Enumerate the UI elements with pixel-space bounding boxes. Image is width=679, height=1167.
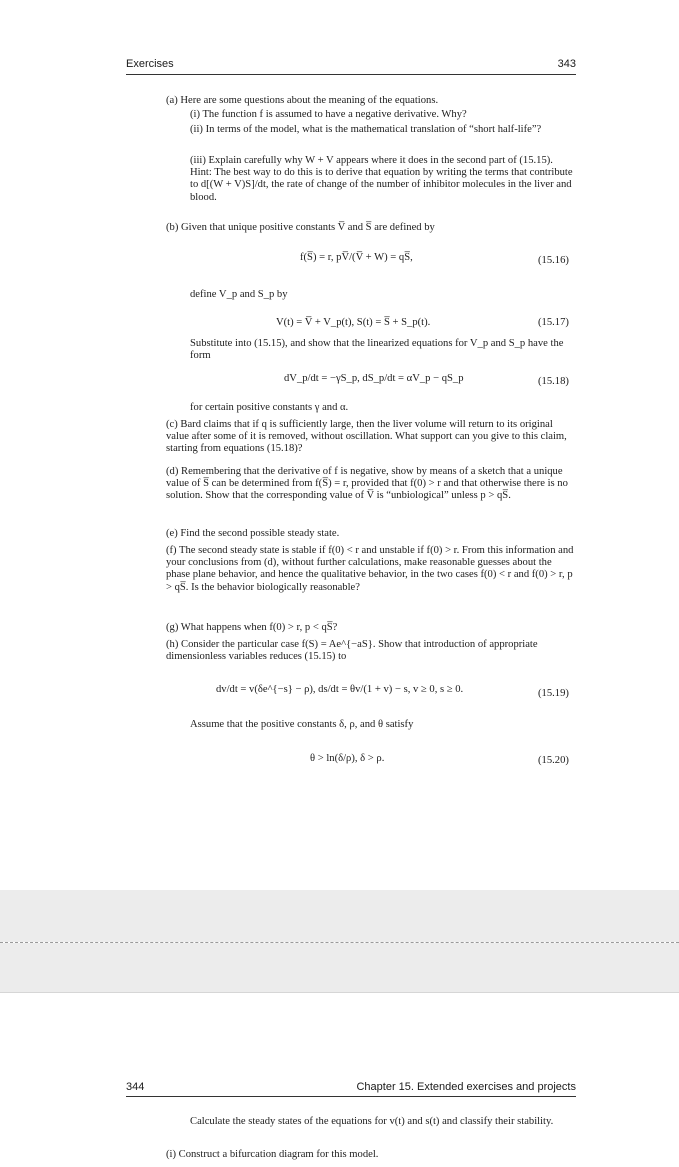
constants-text: for certain positive constants γ and α. — [190, 402, 349, 413]
chapter-title: Chapter 15. Extended exercises and projects — [356, 1081, 576, 1093]
equation-number-15-18: (15.18) — [538, 376, 569, 387]
item-g: (g) What happens when f(0) > r, p < qS̅? — [166, 622, 338, 633]
assume-text: Assume that the positive constants δ, ρ, and θ satisfy — [190, 719, 414, 730]
running-header-2 — [126, 1081, 576, 1097]
equation-15-19: dv/dt = v(δe^{−s} − ρ), ds/dt = θv/(1 + v) − s, v ≥ 0, s ≥ 0. — [216, 684, 464, 695]
item-a: (a) Here are some questions about the meaning of the equations. — [166, 95, 439, 106]
item-i: (i) Construct a bifurcation diagram for this model. — [166, 1149, 379, 1160]
header-rule-2 — [126, 1096, 576, 1097]
running-header — [126, 58, 576, 74]
equation-number-15-19: (15.19) — [538, 688, 569, 699]
equation-15-20: θ > ln(δ/ρ), δ > ρ. — [310, 753, 385, 764]
page-gap-bottom — [0, 943, 679, 993]
equation-number-15-16: (15.16) — [538, 255, 569, 266]
equation-15-17: V(t) = V̅ + V_p(t), S(t) = S̅ + S_p(t). — [276, 317, 431, 328]
page-number-2: 344 — [126, 1081, 145, 1093]
item-b: (b) Given that unique positive constants V̅ and S̅ are defined by — [166, 222, 435, 233]
substitute-text: Substitute into (15.15), and show that the linearized equations for V_p and S_p have the form — [190, 338, 564, 362]
page-gap-top — [0, 890, 679, 942]
define-text: define V_p and S_p by — [190, 289, 288, 300]
page-344 — [0, 993, 679, 1167]
item-h: (h) Consider the particular case f(S) = Ae^{−aS}. Show that introduction of appropriate dimensionless variables reduces (15.15) to — [166, 639, 538, 663]
item-a-ii: (ii) In terms of the model, what is the mathematical translation of “short half-life”? — [190, 124, 542, 135]
item-e: (e) Find the second possible steady state. — [166, 528, 340, 539]
item-d: (d) Remembering that the derivative of f is negative, show by means of a sketch that a unique value of S̅ can be determined from f(S̅) = r, provided that f(0) > r and that otherwise there is no solution. Show that the corresponding value of V̅ is “unbiological” unless p > qS̅. — [166, 466, 568, 502]
item-c: (c) Bard claims that if q is sufficiently large, then the liver volume will return to its original value after some of it is removed, without oscillation. What support can you give to this claim, starting from equations (15.18)? — [166, 419, 567, 455]
page-number: 343 — [557, 58, 576, 70]
equation-15-16: f(S̅) = r, pV̅/(V̅ + W) = qS̅, — [300, 252, 413, 263]
equation-number-15-20: (15.20) — [538, 755, 569, 766]
equation-number-15-17: (15.17) — [538, 317, 569, 328]
header-title: Exercises — [126, 58, 174, 70]
steady-states-text: Calculate the steady states of the equations for v(t) and s(t) and classify their stability. — [190, 1116, 554, 1127]
header-rule — [126, 74, 576, 75]
item-f: (f) The second steady state is stable if f(0) < r and unstable if f(0) > r. From this information and your conclusions from (d), without further calculations, make reasonable guesses about the phase plane behavior, and hence the qualitative behavior, in the two cases f(0) < r and f(0) > r, p > qS̅. Is the behavior biologically reasonable? — [166, 545, 574, 593]
item-a-iii: (iii) Explain carefully why W + V appears where it does in the second part of (15.15). Hint: The best way to do this is to derive that equation by writing the terms that contribute to d[(W + V)S]/dt, the rate of change of the number of inhibitor molecules in the liver and blood. — [190, 155, 573, 203]
item-a-i: (i) The function f is assumed to have a negative derivative. Why? — [190, 109, 467, 120]
equation-15-18: dV_p/dt = −γS_p, dS_p/dt = αV_p − qS_p — [284, 373, 464, 384]
